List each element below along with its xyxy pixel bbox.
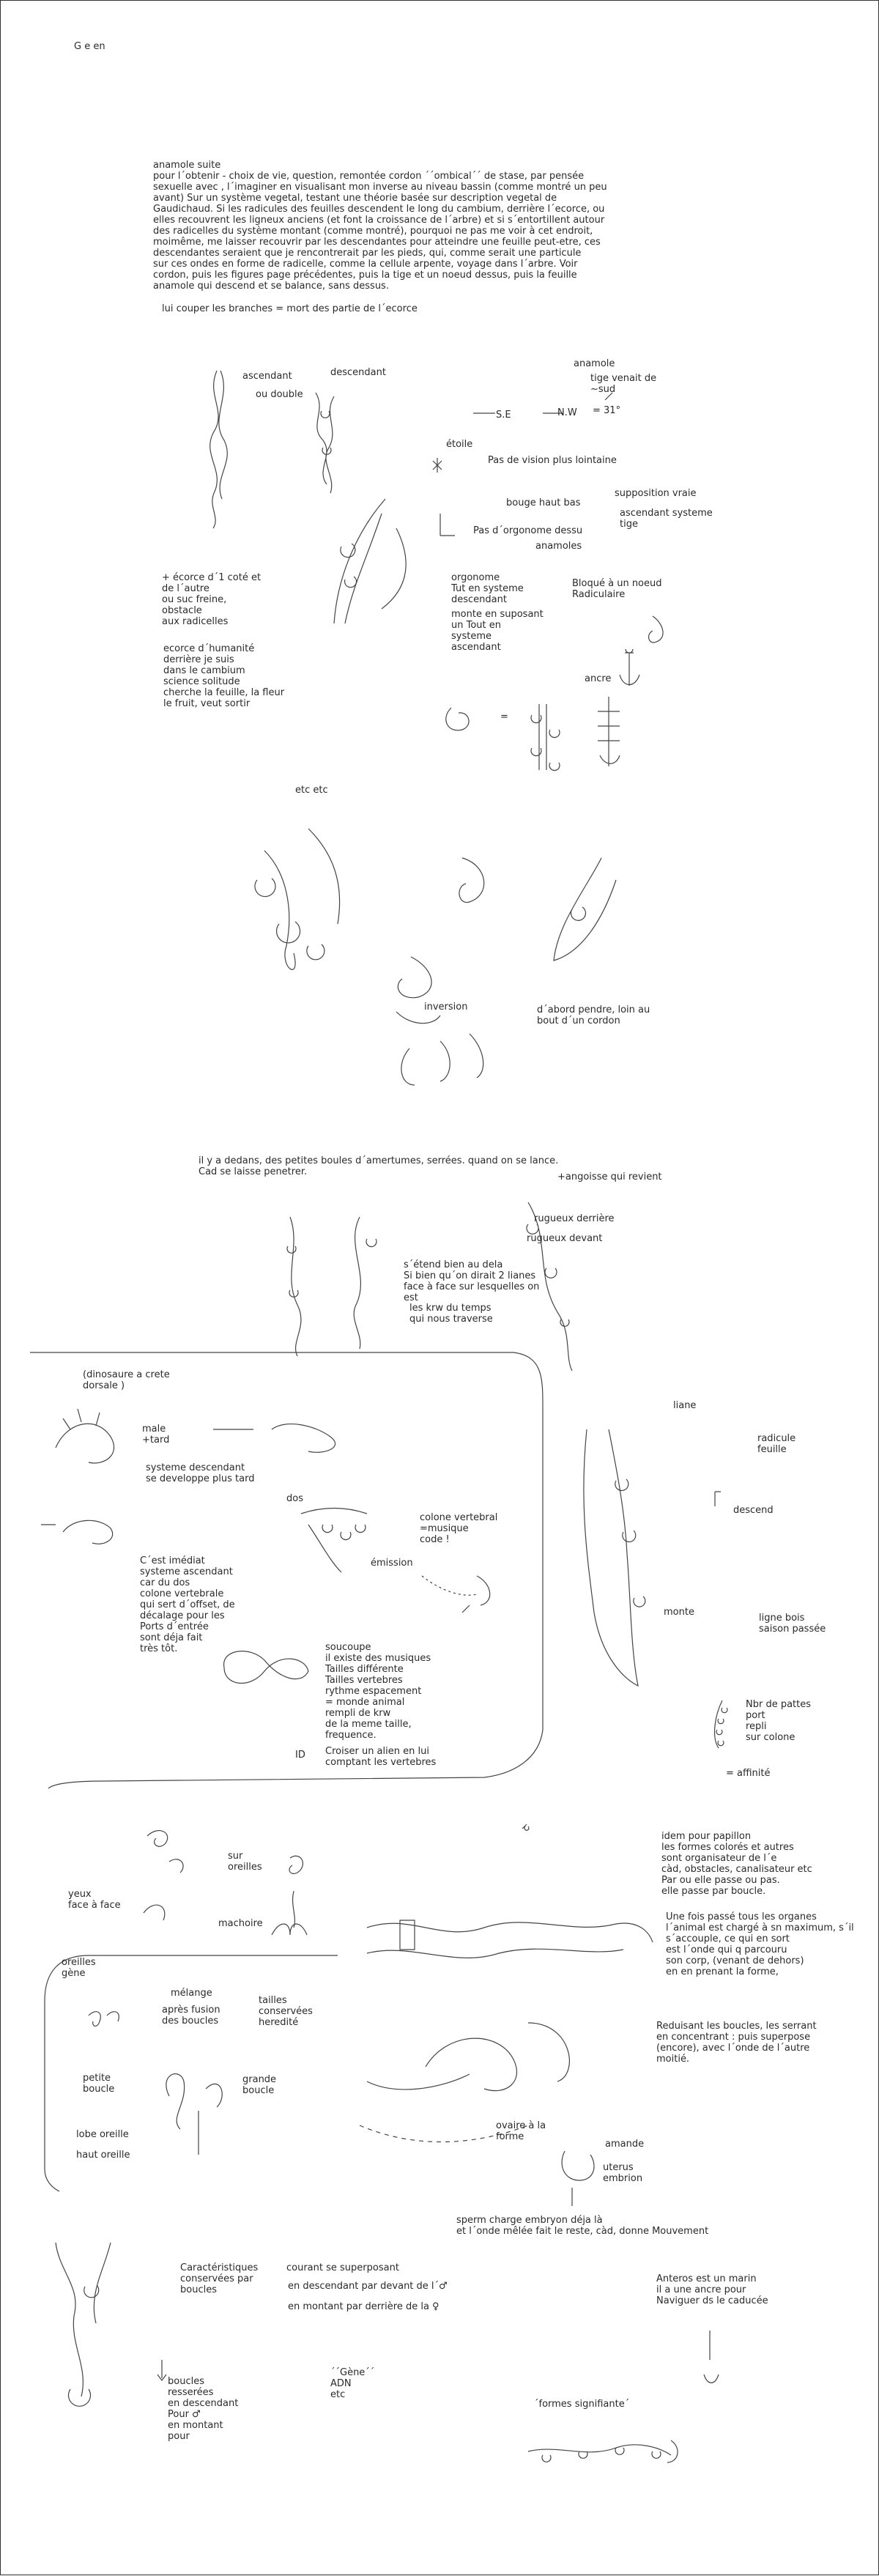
label-angoisse: +angoisse qui revient	[557, 1172, 662, 1182]
label-ecorce: + écorce d´1 coté et de l´autre ou suc freine, obstacle aux radicelles	[162, 572, 262, 627]
yeux-sketch	[144, 1831, 183, 1920]
dos-vertebrae-sketch	[301, 1509, 367, 1573]
down-arrow	[157, 2360, 166, 2380]
anchor-ladder-sketch	[598, 697, 620, 766]
label-pas-vision: Pas de vision plus lointaine	[488, 455, 617, 466]
label-boucles-resserees: boucles resserées en descendant Pour ♂ en montant pour	[168, 2376, 239, 2442]
label-equals: =	[500, 711, 508, 722]
label-tailles-conservees: tailles conservées heredité	[259, 1995, 313, 2028]
orgonome-curve	[382, 514, 455, 609]
label-ovaire: ovaire à la forme	[496, 2120, 546, 2142]
label-nw: N.W	[557, 407, 577, 418]
caracteristiques-sketch	[56, 2243, 111, 2406]
intro-title: anamole suite	[153, 160, 221, 171]
label-affinite: = affinité	[726, 1768, 771, 1779]
label-ascendant-systeme: ascendant systeme tige	[620, 508, 713, 530]
label-male: male +tard	[142, 1424, 170, 1446]
descendant-spiral-sketch	[316, 393, 334, 493]
label-immediat: C´est imédiat systeme ascendant car du dos colone vertebrale qui sert d´offset, de décalage pour les Ports d´entrée sont déja fait très tôt.	[140, 1555, 235, 1654]
label-croiser: Croiser un alien en lui comptant les vertebres	[325, 1746, 437, 1768]
bloque-curl-sketch	[649, 616, 664, 643]
section-frame	[30, 1352, 543, 1788]
boule-spiral-sketch	[287, 1217, 301, 1356]
label-apres-fusion: après fusion des boucles	[162, 2005, 220, 2027]
pendre-hanging-sketch	[554, 858, 616, 961]
label-systeme-desc: systeme descendant se developpe plus tard	[146, 1462, 255, 1484]
label-ecorce-humanite: ecorce d´humanité derrière je suis dans le cambium science solitude cherche la feuille, la fleur le fruit, veut sortir	[163, 643, 285, 709]
liane-face-sketch	[354, 1217, 377, 1349]
etoile-star-icon	[433, 458, 442, 473]
etc-flower-sketch	[255, 829, 340, 969]
inversion-arrows-sketch	[401, 1034, 483, 1085]
label-amande: amande	[605, 2139, 645, 2150]
oreilles-sketch	[289, 1856, 303, 1928]
label-dabord: d´abord pendre, loin au bout d´un cordon	[537, 1004, 650, 1026]
label-colone: colone vertebral =musique code !	[420, 1512, 498, 1545]
label-descend: descend	[733, 1505, 774, 1516]
label-monte-liane: monte	[664, 1607, 694, 1618]
ascendant-spiral-sketch	[210, 371, 228, 528]
label-etend: s´étend bien au dela Si bien qu´on dirait 2 lianes face à face sur lesquelles on est	[404, 1259, 540, 1303]
label-gene-adn: ´´Gène´´ ADN etc	[330, 2367, 375, 2400]
anteros-caducee-sketch	[704, 2331, 719, 2383]
label-oreilles-gene: oreilles gène	[62, 1957, 96, 1979]
label-rugueux-devant: rugueux devant	[527, 1233, 603, 1244]
inversion-curl-sketch	[396, 957, 440, 1024]
label-inversion: inversion	[424, 1002, 468, 1013]
label-emission: émission	[371, 1558, 413, 1569]
liane-sketch	[584, 1429, 645, 1686]
label-melange: mélange	[171, 1988, 212, 1999]
label-angle: = 31°	[593, 405, 621, 416]
dinosaure-sketch	[56, 1409, 114, 1463]
emission-dotted-line	[422, 1576, 477, 1595]
label-caracteristiques: Caractéristiques conservées par boucles	[180, 2262, 259, 2295]
equals-curl-left	[446, 708, 469, 730]
soucoupe-sketch	[224, 1651, 308, 1684]
oreilles-gene-sketch	[89, 2012, 119, 2027]
label-reduisant: Reduisant les boucles, les serrant en concentrant : puis superpose (encore), avec l´onde de l´autre moitié.	[656, 2021, 817, 2065]
label-boules: il y a dedans, des petites boules d´amertumes, serrées. quand on se lance. Cad se laisse penetrer.	[199, 1155, 559, 1177]
systeme-desc-sketch	[41, 1520, 113, 1544]
label-etoile: étoile	[446, 439, 473, 450]
intro-note: lui couper les branches = mort des partie de l´ecorce	[162, 303, 418, 314]
label-sur-oreilles: sur oreilles	[228, 1851, 262, 1873]
label-ascendant: ascendant	[242, 371, 292, 382]
label-descendant: descendant	[330, 367, 386, 378]
curl-right-sketch	[459, 858, 484, 903]
label-anteros: Anteros est un marin il a une ancre pour Naviguer ds le caducée	[656, 2273, 768, 2306]
label-soucoupe: soucoupe il existe des musiques Tailles différente Tailles vertebres rythme espacement = monde animal rempli de krw de la meme taille, frequence.	[325, 1642, 431, 1741]
label-liane: liane	[673, 1400, 697, 1411]
formes-chain-sketch	[528, 2440, 678, 2462]
label-courant: courant se superposant	[286, 2262, 399, 2273]
label-se: S.E	[496, 410, 511, 421]
label-etc: etc etc	[295, 785, 328, 796]
pattes-sketch	[715, 1700, 727, 1748]
equals-spiral-stack	[531, 704, 560, 771]
label-sperm: sperm charge embryon déja là et l´onde mêlée fait le reste, càd, donne Mouvement	[456, 2215, 709, 2237]
label-pas-orgonome: Pas d´orgonome dessu	[473, 525, 583, 536]
label-une-fois: Une fois passé tous les organes l´animal est chargé à sn maximum, s´il s´accouple, ce qui en sort est l´onde qui q parcouru son corp, (venant de dehors) en en prenant la forme,	[666, 1911, 854, 1977]
label-rugueux-derriere: rugueux derrière	[534, 1213, 615, 1224]
label-anamole: anamole	[574, 358, 615, 369]
label-orgonome: orgonome Tut en systeme descendant	[451, 572, 524, 605]
emission-curl	[462, 1576, 490, 1613]
label-pattes: Nbr de pattes port repli sur colone	[746, 1699, 812, 1743]
machoire-sketch	[272, 1924, 307, 1935]
label-id: ID	[295, 1750, 305, 1761]
label-haut-oreille: haut oreille	[76, 2150, 130, 2161]
page-header: G e en	[74, 41, 105, 52]
reduisant-loop-sketch	[367, 2023, 569, 2091]
direction-arrows	[473, 393, 612, 413]
tige-leaf-sketch	[334, 499, 385, 623]
label-lobe-oreille: lobe oreille	[76, 2129, 129, 2140]
label-grande-boucle: grande boucle	[242, 2074, 277, 2096]
label-dos: dos	[286, 1493, 303, 1504]
label-krw: les krw du temps qui nous traverse	[409, 1303, 493, 1325]
label-idem: idem pour papillon les formes colorés et autres sont organisateur de l´e càd, obstacles, canalisateur etc Par ou elle passe ou pas. elle passe par boucle.	[661, 1831, 812, 1897]
male-sketch	[213, 1424, 335, 1453]
label-derriere: en montant par derrière de la ♀	[288, 2301, 440, 2312]
descend-icon	[715, 1492, 721, 1506]
label-formes: ´formes signifiante´	[534, 2399, 630, 2410]
label-dinosaure: (dinosaure a crete dorsale )	[83, 1369, 170, 1391]
papillon-icon	[522, 1824, 529, 1830]
label-tige: tige venait de ~sud	[590, 373, 657, 395]
uterus-sketch	[562, 2151, 594, 2206]
ancre-anchor-sketch	[620, 649, 639, 686]
label-bloque: Bloqué à un noeud Radiculaire	[572, 578, 662, 600]
label-radicule: radicule feuille	[757, 1433, 796, 1455]
label-bouge: bouge haut bas	[506, 497, 581, 508]
label-uterus: uterus embrion	[603, 2162, 643, 2184]
label-petite-boucle: petite boucle	[83, 2073, 115, 2095]
organes-wave-sketch	[367, 1920, 653, 1958]
label-machoire: machoire	[218, 1918, 263, 1929]
label-ou-double: ou double	[256, 389, 303, 400]
label-yeux: yeux face à face	[68, 1889, 121, 1911]
melange-boucles-sketch	[166, 2074, 222, 2155]
label-anamoles: anamoles	[535, 541, 582, 552]
label-monte: monte en suposant un Tout en systeme ascendant	[451, 609, 544, 653]
label-devant: en descendant par devant de l´♂	[288, 2281, 448, 2292]
intro-body: pour l´obtenir - choix de vie, question, remontée cordon ´´ombical´´ de stase, par pensée sexuelle avec , l´imaginer en visualisant mon inverse au niveau bassin (comme montré un peu avant) Sur un système vegetal, testant une théorie basée sur description vegetal de Gaudichaud. Si les radicules des feuilles descendent le long du cambium, derrière l´ecorce, ou elles recouvrent les ligneux anciens (et font la croissance de l´arbre) et si s´entortillent autour des radicelles du système montant (comme montré), pourquoi ne pas me voir à cet endroit, moimême, me laisser recouvrir par les descendantes pour atteindre une feuille peut-etre, ces descendantes seraient que je rencontrerait par les pieds, qui, comme serait une particule sur ces ondes en forme de radicelle, comme la cellule arpente, voyage dans l´arbre. Voir cordon, puis les figures page précédentes, puis la tige et un noeud dessus, puis la feuille anamole qui descend et se balance, sans dessus.	[153, 171, 607, 292]
label-ligne-bois: ligne bois saison passée	[759, 1613, 826, 1635]
label-ancre: ancre	[585, 673, 612, 684]
label-supposition: supposition vraie	[615, 488, 697, 499]
